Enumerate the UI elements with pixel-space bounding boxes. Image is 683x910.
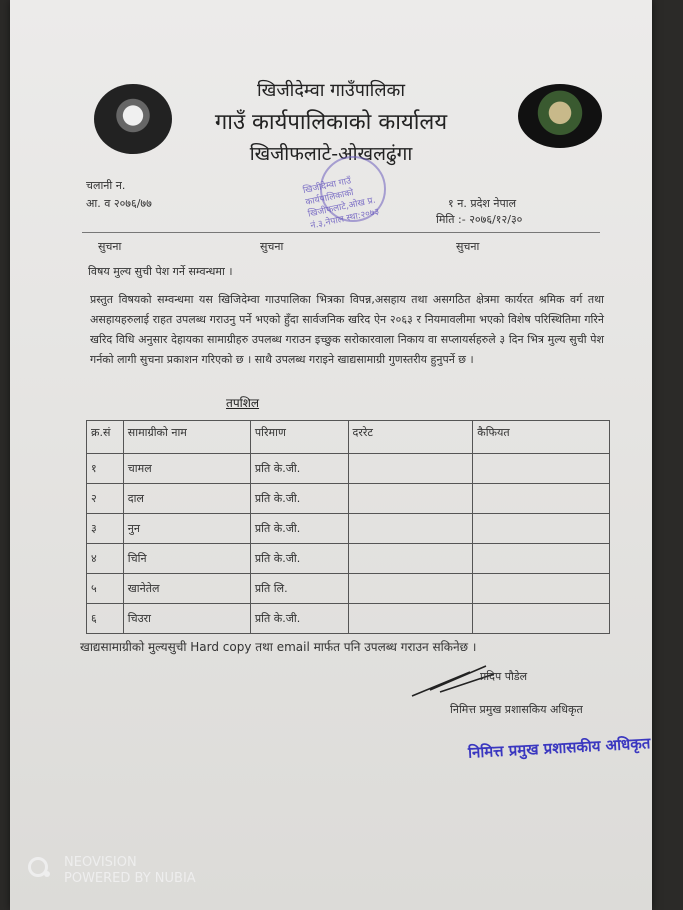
cell-remarks <box>473 514 610 544</box>
header-item-name: सामाग्रीको नाम <box>123 421 250 454</box>
cell-remarks <box>473 604 610 634</box>
office-stamp-text: खिजीदेम्वा गाउँ कार्यपालिकाको खिजीफलाटे,ओख प्र. नं.३,नेपाल स्था:२०७३ <box>302 176 381 232</box>
table-row <box>87 514 610 544</box>
cell-serial: ५ <box>87 574 124 604</box>
watermark-line1: NEOVISION <box>64 855 137 870</box>
cell-item-name: दाल <box>123 484 250 514</box>
divider <box>82 232 600 233</box>
table-caption: तपशिल <box>226 396 260 410</box>
cell-item-name: खानेतेल <box>123 574 250 604</box>
cell-quantity: प्रति के.जी. <box>250 544 348 574</box>
cell-item-name: चिउरा <box>123 604 250 634</box>
document-page <box>10 0 652 910</box>
cell-item-name: चिनि <box>123 544 250 574</box>
footer-note: खाद्यसामाग्रीको मुल्यसुची Hard copy तथा email मार्फत पनि उपलब्ध गराउन सकिनेछ । <box>80 640 477 654</box>
cell-rate <box>348 544 473 574</box>
cell-item-name: चामल <box>123 454 250 484</box>
signer-name: प्रदिप पौडेल <box>480 670 528 683</box>
cell-item-name: नुन <box>123 514 250 544</box>
province-label: १ न. प्रदेश नेपाल <box>448 197 517 210</box>
notice-label-right: सुचना <box>456 240 480 253</box>
chalani-label: चलानी न. <box>86 179 126 192</box>
office-name: गाउँ कार्यपालिकाको कार्यालय <box>214 110 448 135</box>
header-quantity: परिमाण <box>250 421 348 454</box>
header-rate: दररेट <box>348 421 473 454</box>
letter-date: मिति :- २०७६/१२/३० <box>436 213 523 226</box>
header-serial: क्र.सं <box>87 421 124 454</box>
fiscal-year: आ. व २०७६/७७ <box>86 197 152 210</box>
cell-remarks <box>473 484 610 514</box>
cell-quantity: प्रति के.जी. <box>250 514 348 544</box>
table-row <box>87 454 610 484</box>
office-address: खिजीफलाटे-ओखलढुंगा <box>249 143 413 165</box>
notice-label-center: सुचना <box>260 240 284 253</box>
cell-remarks <box>473 544 610 574</box>
watermark-line2: POWERED BY NUBIA <box>64 871 196 886</box>
cell-quantity: प्रति लि. <box>250 574 348 604</box>
table-row <box>87 544 610 574</box>
table-row <box>87 604 610 634</box>
table-row <box>87 484 610 514</box>
notice-label-left: सुचना <box>98 240 122 253</box>
cell-serial: ४ <box>87 544 124 574</box>
table-header-row <box>87 421 610 454</box>
cell-serial: ३ <box>87 514 124 544</box>
designation-stamp: निमित्त प्रमुख प्रशासकीय अधिकृत <box>467 734 651 762</box>
cell-serial: १ <box>87 454 124 484</box>
subject-line: विषय मुल्य सुची पेश गर्ने सम्वन्धमा । <box>88 265 233 278</box>
cell-rate <box>348 604 473 634</box>
cell-serial: ६ <box>87 604 124 634</box>
municipality-name: खिजीदेम्वा गाउँपालिका <box>256 80 406 101</box>
table-row <box>87 574 610 604</box>
cell-rate <box>348 574 473 604</box>
cell-quantity: प्रति के.जी. <box>250 484 348 514</box>
header-remarks: कैफियत <box>473 421 610 454</box>
items-table <box>86 420 610 634</box>
cell-rate <box>348 484 473 514</box>
cell-serial: २ <box>87 484 124 514</box>
cell-quantity: प्रति के.जी. <box>250 604 348 634</box>
cell-rate <box>348 514 473 544</box>
cell-quantity: प्रति के.जी. <box>250 454 348 484</box>
cell-remarks <box>473 454 610 484</box>
notice-body: प्रस्तुत विषयको सम्वन्धमा यस खिजिदेम्वा गाउपालिका भित्रका विपन्न,असहाय तथा असगठित क्षेत्रमा कार्यरत श्रमिक वर्ग तथा असहायहरुलाई राहत उपलब्ध गराउनु पर्ने भएको हुँदा सार्वजनिक खरिद ऐन २०६३ र नियमावलीमा भएको विशेष परिस्थितिमा गरिने खरिद विधि अनुसार देहायका सामाग्रीहरु उपलब्ध गराउन इच्छुक सरोकारवाला निकाय वा सप्लायर्सहरुले ३ दिन भित्र मुल्य सुची पेश गर्नको लागी सुचना प्रकाशन गरिएको छ । साथै उपलब्ध गराइने खाद्यसामाग्री गुणस्तरीय हुनुपर्ने छ । <box>90 293 604 366</box>
cell-remarks <box>473 574 610 604</box>
signer-title: निमित्त प्रमुख प्रशासकिय अधिकृत <box>450 703 583 716</box>
cell-rate <box>348 454 473 484</box>
